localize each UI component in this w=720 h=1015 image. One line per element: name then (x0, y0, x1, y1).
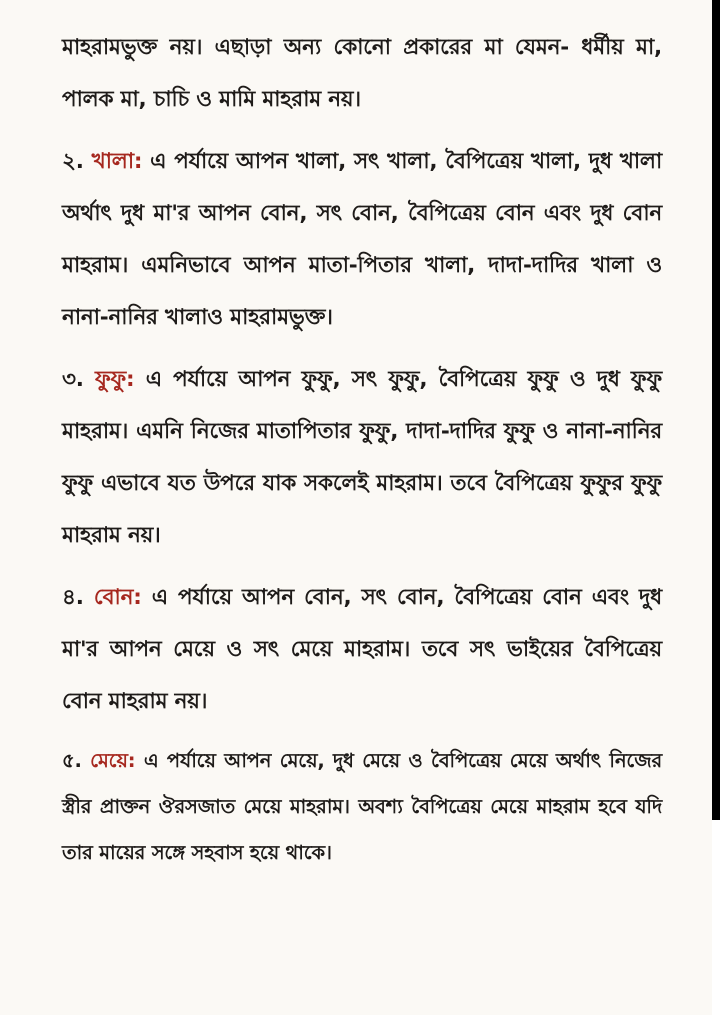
paragraph-body: এ পর্যায়ে আপন মেয়ে, দুধ মেয়ে ও বৈপিত্রেয় মেয়ে অর্থাৎ নিজের স্ত্রীর প্রাক্তন ঔরসজাত মেয়ে মাহরাম। অবশ্য বৈপিত্রেয় মেয়ে মাহরাম হবে যদি তার মায়ের সঙ্গে সহবাস হয়ে থাকে। (62, 749, 662, 864)
paragraph-khala (62, 136, 662, 344)
paragraph-heading: বোন: (93, 585, 142, 610)
paragraph-meye (62, 738, 662, 876)
paragraph-bon (62, 572, 662, 728)
paragraph-body: এ পর্যায়ে আপন খালা, সৎ খালা, বৈপিত্রেয় খালা, দুধ খালা অর্থাৎ দুধ মা'র আপন বোন, সৎ বোন, বৈপিত্রেয় বোন এবং দুধ বোন মাহরাম। এমনিভাবে আপন মাতা-পিতার খালা, দাদা-দাদির খালা ও নানা-নানির খালাও মাহরামভুক্ত। (62, 149, 662, 330)
page-content (62, 22, 662, 886)
paragraph-heading: মেয়ে: (90, 749, 136, 772)
paragraph-number: ৫. (62, 749, 82, 772)
paragraph-body: এ পর্যায়ে আপন ফুফু, সৎ ফুফু, বৈপিত্রেয় ফুফু ও দুধ ফুফু মাহরাম। এমনি নিজের মাতাপিতার ফুফু, দাদা-দাদির ফুফু ও নানা-নানির ফুফু এভাবে যত উপরে যাক সকলেই মাহরাম। তবে বৈপিত্রেয় ফুফুর ফুফু মাহরাম নয়। (62, 367, 662, 548)
page-edge-strip (712, 820, 720, 1015)
paragraph-number: ৪. (62, 585, 84, 610)
paragraph-body: মাহরামভুক্ত নয়। এছাড়া অন্য কোনো প্রকারের মা যেমন- ধর্মীয় মা, পালক মা, চাচি ও মামি মাহরাম নয়। (62, 35, 662, 112)
paragraph-body: এ পর্যায়ে আপন বোন, সৎ বোন, বৈপিত্রেয় বোন এবং দুধ মা'র আপন মেয়ে ও সৎ মেয়ে মাহরাম। তবে সৎ ভাইয়ের বৈপিত্রেয় বোন মাহরাম নয়। (62, 585, 662, 714)
paragraph-fufu (62, 354, 662, 562)
paragraph-heading: ফুফু: (95, 367, 135, 392)
paragraph-number: ২. (62, 149, 84, 174)
paragraph-heading: খালা: (91, 149, 143, 174)
paragraph-mother-continued (62, 22, 662, 126)
paragraph-number: ৩. (62, 367, 84, 392)
